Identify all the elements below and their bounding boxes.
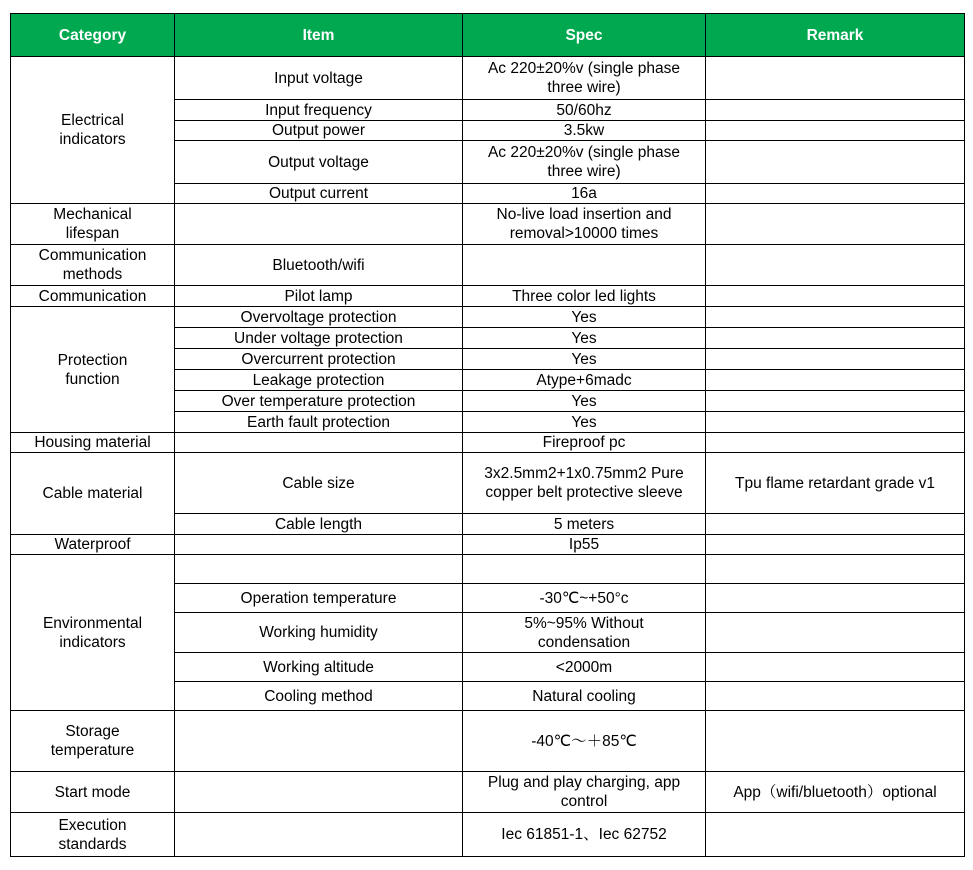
item-cell [175, 772, 463, 813]
spec-cell: Atype+6madc [463, 370, 706, 391]
remark-cell: App（wifi/bluetooth）optional [706, 772, 965, 813]
spec-cell: Yes [463, 412, 706, 433]
remark-cell [706, 245, 965, 286]
item-cell: Cable size [175, 453, 463, 514]
item-cell: Overcurrent protection [175, 349, 463, 370]
item-cell [175, 711, 463, 772]
header-category: Category [11, 14, 175, 57]
category-cell: Waterproof [11, 535, 175, 555]
remark-cell [706, 391, 965, 412]
item-cell [175, 433, 463, 453]
item-cell [175, 555, 463, 584]
remark-cell [706, 204, 965, 245]
spec-cell: Yes [463, 349, 706, 370]
spec-cell: Iec 61851-1、Iec 62752 [463, 813, 706, 857]
table-row [11, 57, 965, 100]
remark-cell [706, 584, 965, 613]
spec-cell: Natural cooling [463, 682, 706, 711]
item-cell: Working altitude [175, 653, 463, 682]
remark-cell [706, 370, 965, 391]
spec-cell [463, 555, 706, 584]
item-cell: Operation temperature [175, 584, 463, 613]
item-cell [175, 813, 463, 857]
category-cell: Environmental indicators [11, 555, 175, 711]
table-row [11, 772, 965, 813]
spec-cell: <2000m [463, 653, 706, 682]
table-row [11, 307, 965, 328]
header-row [11, 14, 965, 57]
spec-table [10, 13, 965, 857]
item-cell: Overvoltage protection [175, 307, 463, 328]
item-cell: Pilot lamp [175, 286, 463, 307]
spec-cell: Ac 220±20%v (single phase three wire) [463, 141, 706, 184]
remark-cell [706, 100, 965, 121]
remark-cell [706, 328, 965, 349]
table-row [11, 555, 965, 584]
spec-cell [463, 245, 706, 286]
remark-cell [706, 141, 965, 184]
category-cell: Mechanical lifespan [11, 204, 175, 245]
remark-cell [706, 514, 965, 535]
remark-cell [706, 813, 965, 857]
item-cell [175, 204, 463, 245]
item-cell: Leakage protection [175, 370, 463, 391]
category-cell: Start mode [11, 772, 175, 813]
spec-cell: -30℃~+50°c [463, 584, 706, 613]
item-cell [175, 535, 463, 555]
item-cell: Output voltage [175, 141, 463, 184]
item-cell: Output power [175, 121, 463, 141]
item-cell: Bluetooth/wifi [175, 245, 463, 286]
spec-cell: No-live load insertion and removal>10000 times [463, 204, 706, 245]
table-row [11, 433, 965, 453]
table-row [11, 245, 965, 286]
remark-cell [706, 57, 965, 100]
spec-cell: Yes [463, 328, 706, 349]
item-cell: Input voltage [175, 57, 463, 100]
remark-cell [706, 433, 965, 453]
remark-cell [706, 711, 965, 772]
item-cell: Output current [175, 184, 463, 204]
spec-cell: 5 meters [463, 514, 706, 535]
item-cell: Over temperature protection [175, 391, 463, 412]
spec-cell: 3x2.5mm2+1x0.75mm2 Pure copper belt protective sleeve [463, 453, 706, 514]
remark-cell [706, 286, 965, 307]
table-row [11, 204, 965, 245]
remark-cell [706, 682, 965, 711]
spec-cell: Yes [463, 307, 706, 328]
header-remark: Remark [706, 14, 965, 57]
category-cell: Electrical indicators [11, 57, 175, 204]
remark-cell [706, 653, 965, 682]
remark-cell [706, 412, 965, 433]
category-cell: Storage temperature [11, 711, 175, 772]
category-cell: Communication methods [11, 245, 175, 286]
table-row [11, 535, 965, 555]
spec-cell: 3.5kw [463, 121, 706, 141]
remark-cell [706, 184, 965, 204]
table-row [11, 711, 965, 772]
item-cell: Cooling method [175, 682, 463, 711]
category-cell: Cable material [11, 453, 175, 535]
table-row [11, 286, 965, 307]
table-row [11, 453, 965, 514]
remark-cell [706, 535, 965, 555]
spec-cell: 5%~95% Without condensation [463, 613, 706, 653]
table-row [11, 813, 965, 857]
remark-cell: Tpu flame retardant grade v1 [706, 453, 965, 514]
category-cell: Protection function [11, 307, 175, 433]
spec-cell: 16a [463, 184, 706, 204]
header-spec: Spec [463, 14, 706, 57]
category-cell: Execution standards [11, 813, 175, 857]
item-cell: Working humidity [175, 613, 463, 653]
category-cell: Communication [11, 286, 175, 307]
spec-cell: Three color led lights [463, 286, 706, 307]
item-cell: Cable length [175, 514, 463, 535]
spec-cell: -40℃～＋85℃ [463, 711, 706, 772]
spec-cell: Plug and play charging, app control [463, 772, 706, 813]
item-cell: Earth fault protection [175, 412, 463, 433]
item-cell: Input frequency [175, 100, 463, 121]
remark-cell [706, 307, 965, 328]
remark-cell [706, 555, 965, 584]
item-cell: Under voltage protection [175, 328, 463, 349]
remark-cell [706, 613, 965, 653]
header-item: Item [175, 14, 463, 57]
remark-cell [706, 121, 965, 141]
category-cell: Housing material [11, 433, 175, 453]
spec-cell: 50/60hz [463, 100, 706, 121]
spec-cell: Yes [463, 391, 706, 412]
spec-cell: Ac 220±20%v (single phase three wire) [463, 57, 706, 100]
spec-cell: Ip55 [463, 535, 706, 555]
spec-cell: Fireproof pc [463, 433, 706, 453]
remark-cell [706, 349, 965, 370]
